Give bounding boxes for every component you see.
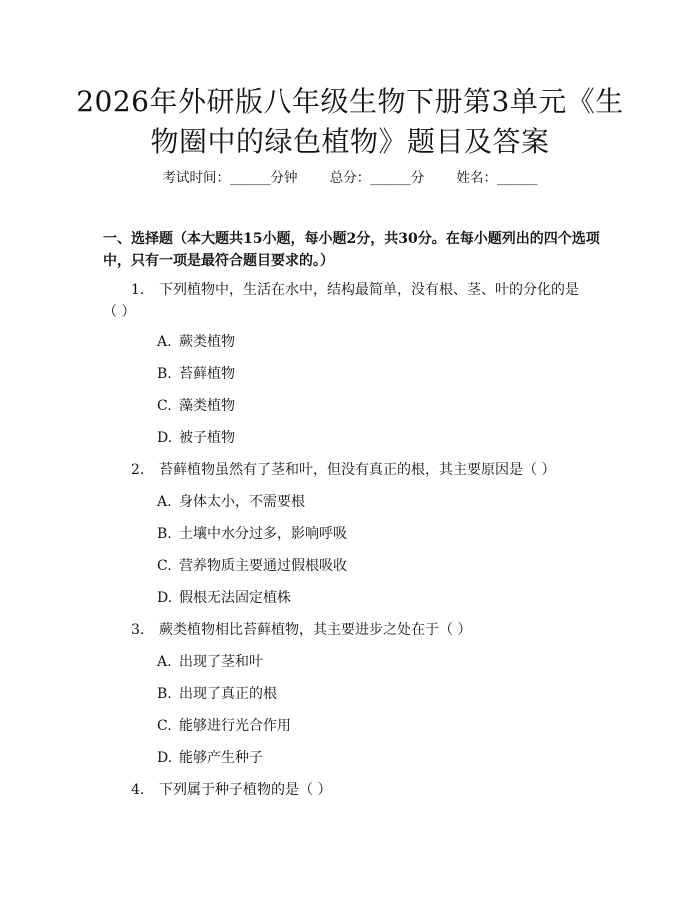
document-title	[60, 82, 640, 162]
option-3c	[157, 715, 291, 737]
exam-name: 姓名：______	[456, 170, 538, 186]
title-line-1: 2026年外研版八年级生物下册第3单元《生	[76, 85, 624, 118]
question-stem: 下列植物中，生活在水中，结构最简单，没有根、茎、叶的分化的是（ ）	[103, 282, 579, 320]
option-2b	[157, 523, 347, 545]
option-text: 苔藓植物	[179, 366, 235, 382]
option-text: 土壤中水分过多，影响呼吸	[179, 526, 347, 542]
question-number: 4.	[131, 782, 145, 798]
option-text: 被子植物	[179, 430, 235, 446]
exam-score: 总分：______分	[329, 170, 425, 186]
option-letter: D.	[157, 590, 173, 606]
question-1	[103, 279, 583, 323]
option-text: 藻类植物	[179, 398, 235, 414]
option-letter: A.	[157, 334, 172, 350]
option-letter: B.	[157, 366, 172, 382]
title-line-2: 物圈中的绿色植物》题目及答案	[150, 125, 550, 158]
question-stem: 蕨类植物相比苔藓植物，其主要进步之处在于（ ）	[159, 622, 472, 638]
question-number: 2.	[131, 462, 145, 478]
option-text: 能够进行光合作用	[179, 718, 291, 734]
option-letter: C.	[157, 398, 172, 414]
option-1d	[157, 427, 235, 449]
option-1a	[157, 331, 235, 353]
question-stem: 苔藓植物虽然有了茎和叶，但没有真正的根，其主要原因是（ ）	[159, 462, 556, 478]
section-1-header: 一、选择题（本大题共15小题，每小题2分，共30分。在每小题列出的四个选项中，只有一项是最符合题目要求的。）	[103, 231, 600, 269]
question-3	[103, 619, 583, 641]
question-number: 3.	[131, 622, 145, 638]
option-letter: A.	[157, 654, 172, 670]
option-text: 假根无法固定植株	[179, 590, 291, 606]
option-letter: C.	[157, 718, 172, 734]
option-text: 营养物质主要通过假根吸收	[179, 558, 347, 574]
option-text: 能够产生种子	[179, 750, 263, 766]
option-2c	[157, 555, 347, 577]
option-text: 蕨类植物	[179, 334, 235, 350]
question-number: 1.	[131, 282, 145, 298]
exam-time: 考试时间：______分钟	[162, 170, 298, 186]
option-letter: D.	[157, 430, 173, 446]
exam-info	[0, 168, 700, 188]
option-text: 身体太小，不需要根	[179, 494, 305, 510]
question-stem: 下列属于种子植物的是（ ）	[159, 782, 332, 798]
option-1b	[157, 363, 235, 385]
option-letter: C.	[157, 558, 172, 574]
option-letter: D.	[157, 750, 173, 766]
option-letter: B.	[157, 526, 172, 542]
option-text: 出现了茎和叶	[179, 654, 263, 670]
option-letter: A.	[157, 494, 172, 510]
option-3a	[157, 651, 263, 673]
option-1c	[157, 395, 235, 417]
option-letter: B.	[157, 686, 172, 702]
question-2	[103, 459, 583, 481]
option-2a	[157, 491, 305, 513]
option-text: 出现了真正的根	[179, 686, 277, 702]
question-4	[103, 779, 583, 801]
option-2d	[157, 587, 291, 609]
option-3b	[157, 683, 277, 705]
option-3d	[157, 747, 263, 769]
